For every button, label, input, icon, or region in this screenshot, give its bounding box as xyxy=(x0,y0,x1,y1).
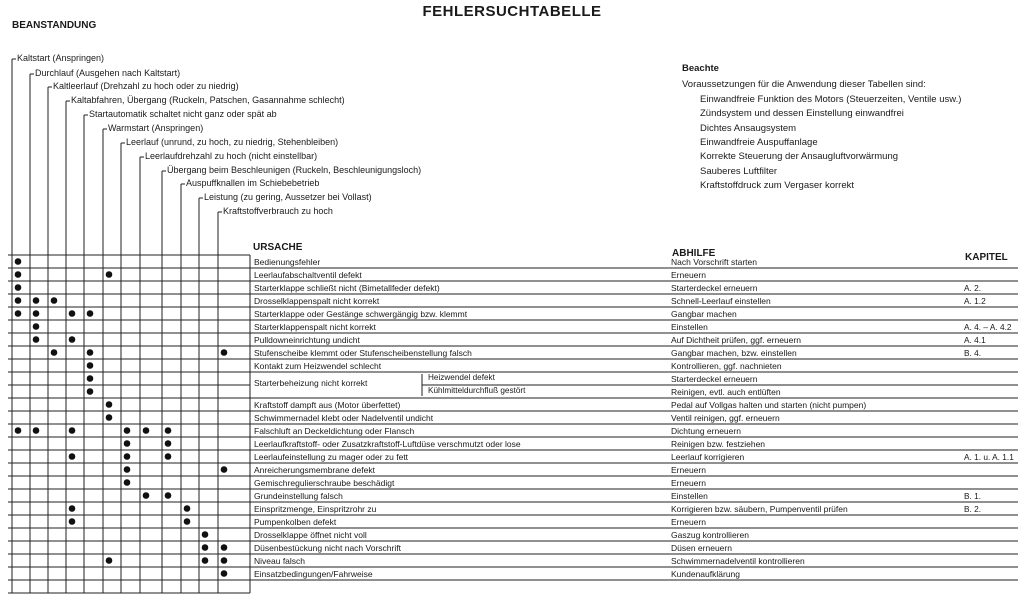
fault-marker xyxy=(33,323,40,330)
abhilfe-cell: Dichtung erneuern xyxy=(671,426,741,436)
beachte-condition: Dichtes Ansaugsystem xyxy=(700,122,797,134)
fault-marker xyxy=(15,284,22,291)
fault-marker xyxy=(15,427,22,434)
symptom-label: Leerlauf (unrund, zu hoch, zu niedrig, Stehenbleiben) xyxy=(126,137,339,147)
abhilfe-cell: Reinigen, evtl. auch entlüften xyxy=(671,387,781,397)
fault-marker xyxy=(106,401,113,408)
fault-marker xyxy=(33,427,40,434)
abhilfe-cell: Auf Dichtheit prüfen, ggf. erneuern xyxy=(671,335,801,345)
kapitel-cell: A. 4. – A. 4.2 xyxy=(964,322,1012,332)
fault-marker xyxy=(69,505,76,512)
fault-marker xyxy=(165,427,172,434)
ursache-cell: Einspritzmenge, Einspritzrohr zu xyxy=(254,504,377,514)
fault-marker xyxy=(51,349,58,356)
fault-marker xyxy=(106,271,113,278)
abhilfe-cell: Schnell-Leerlauf einstellen xyxy=(671,296,771,306)
fault-marker xyxy=(221,570,228,577)
fault-marker xyxy=(124,427,131,434)
fault-marker xyxy=(87,375,94,382)
abhilfe-cell: Nach Vorschrift starten xyxy=(671,257,757,267)
abhilfe-cell: Erneuern xyxy=(671,478,706,488)
abhilfe-cell: Korrigieren bzw. säubern, Pumpenventil prüfen xyxy=(671,504,848,514)
symptom-label: Warmstart (Anspringen) xyxy=(108,123,204,133)
fault-marker xyxy=(165,453,172,460)
ursache-cell: Gemischregulierschraube beschädigt xyxy=(254,478,395,488)
abhilfe-cell: Starterdeckel erneuern xyxy=(671,283,758,293)
kapitel-cell: A. 1. u. A. 1.1 xyxy=(964,452,1014,462)
ursache-cell: Leerlaufkraftstoff- oder Zusatzkraftstoff-Luftdüse verschmutzt oder lose xyxy=(254,439,521,449)
ursache-cell: Pulldowneinrichtung undicht xyxy=(254,335,360,345)
ursache-cell: Anreicherungsmembrane defekt xyxy=(254,465,375,475)
ursache-header: URSACHE xyxy=(253,242,303,253)
abhilfe-cell: Kontrollieren, ggf. nachnieten xyxy=(671,361,782,371)
fault-marker xyxy=(202,557,209,564)
ursache-cell: Schwimmernadel klebt oder Nadelventil undicht xyxy=(254,413,434,423)
symptom-label: Startautomatik schaltet nicht ganz oder spät ab xyxy=(89,109,277,119)
kapitel-cell: B. 4. xyxy=(964,348,982,358)
ursache-cell: Einsatzbedingungen/Fahrweise xyxy=(254,569,373,579)
fault-marker xyxy=(69,310,76,317)
fault-marker xyxy=(221,349,228,356)
abhilfe-cell: Düsen erneuern xyxy=(671,543,732,553)
abhilfe-cell: Reinigen bzw. festziehen xyxy=(671,439,766,449)
ursache-sub-cell: Heizwendel defekt xyxy=(428,373,495,382)
symptom-label: Auspuffknallen im Schiebebetrieb xyxy=(186,178,320,188)
abhilfe-cell: Erneuern xyxy=(671,465,706,475)
fault-marker xyxy=(221,466,228,473)
fault-marker xyxy=(33,297,40,304)
page-title: FEHLERSUCHTABELLE xyxy=(422,3,602,20)
symptom-label: Kaltabfahren, Übergang (Ruckeln, Patschen, Gasannahme schlecht) xyxy=(71,95,345,105)
fault-marker xyxy=(221,557,228,564)
kapitel-cell: A. 1.2 xyxy=(964,296,986,306)
abhilfe-cell: Starterdeckel erneuern xyxy=(671,374,758,384)
fault-marker xyxy=(87,362,94,369)
ursache-cell: Falschluft an Deckeldichtung oder Flansch xyxy=(254,426,415,436)
fault-marker xyxy=(106,557,113,564)
symptom-label: Kraftstoffverbrauch zu hoch xyxy=(223,206,333,216)
beachte-intro: Voraussetzungen für die Anwendung dieser Tabellen sind: xyxy=(682,79,926,90)
fault-marker xyxy=(106,414,113,421)
beachte-condition: Zündsystem und dessen Einstellung einwandfrei xyxy=(700,108,904,120)
abhilfe-cell: Kundenaufklärung xyxy=(671,569,741,579)
fault-marker xyxy=(124,479,131,486)
abhilfe-cell: Gangbar machen xyxy=(671,309,737,319)
fault-marker xyxy=(124,453,131,460)
fault-marker xyxy=(124,466,131,473)
fault-marker xyxy=(87,349,94,356)
fault-marker xyxy=(69,336,76,343)
fault-marker xyxy=(124,440,131,447)
fault-marker xyxy=(165,492,172,499)
kapitel-cell: A. 4.1 xyxy=(964,335,986,345)
ursache-cell: Drosselklappenspalt nicht korrekt xyxy=(254,296,380,306)
ursache-cell: Starterklappe oder Gestänge schwergängig bzw. klemmt xyxy=(254,309,468,319)
beachte-condition: Korrekte Steuerung der Ansaugluftvorwärmung xyxy=(700,151,899,163)
fault-marker xyxy=(33,310,40,317)
fault-marker xyxy=(202,544,209,551)
ursache-cell: Starterklappe schließt nicht (Bimetallfeder defekt) xyxy=(254,283,440,293)
abhilfe-cell: Einstellen xyxy=(671,491,708,501)
fault-marker xyxy=(33,336,40,343)
abhilfe-header: ABHILFE xyxy=(672,248,716,259)
kapitel-header: KAPITEL xyxy=(965,252,1008,263)
fault-marker xyxy=(143,492,150,499)
beachte-condition: Einwandfreie Auspuffanlage xyxy=(700,136,818,148)
fault-marker xyxy=(184,518,191,525)
fault-marker xyxy=(15,310,22,317)
ursache-cell: Düsenbestückung nicht nach Vorschrift xyxy=(254,543,401,553)
ursache-cell: Grundeinstellung falsch xyxy=(254,491,343,501)
fault-marker xyxy=(87,388,94,395)
ursache-cell: Drosselklappe öffnet nicht voll xyxy=(254,530,367,540)
ursache-cell: Stufenscheibe klemmt oder Stufenscheibenstellung falsch xyxy=(254,348,472,358)
abhilfe-cell: Einstellen xyxy=(671,322,708,332)
symptom-label: Leistung (zu gering, Aussetzer bei Vollast) xyxy=(204,192,372,202)
fault-marker xyxy=(202,531,209,538)
fault-marker xyxy=(15,297,22,304)
beachte-title: Beachte xyxy=(682,63,719,74)
abhilfe-cell: Erneuern xyxy=(671,517,706,527)
beachte-condition: Kraftstoffdruck zum Vergaser korrekt xyxy=(700,179,854,191)
beachte-condition: Einwandfreie Funktion des Motors (Steuerzeiten, Ventile usw.) xyxy=(700,94,962,105)
fault-marker xyxy=(165,440,172,447)
ursache-cell: Leerlaufabschaltventil defekt xyxy=(254,270,362,280)
symptom-label: Kaltstart (Anspringen) xyxy=(17,53,105,63)
fault-marker xyxy=(69,427,76,434)
symptom-label: Kaltleerlauf (Drehzahl zu hoch oder zu niedrig) xyxy=(53,81,239,91)
abhilfe-cell: Pedal auf Vollgas halten und starten (nicht pumpen) xyxy=(671,400,867,410)
fault-marker xyxy=(15,258,22,265)
symptom-label: Übergang beim Beschleunigen (Ruckeln, Beschleunigungsloch) xyxy=(167,165,422,175)
ursache-cell: Starterbeheizung nicht korrekt xyxy=(254,378,368,388)
kapitel-cell: A. 2. xyxy=(964,283,982,293)
ursache-cell: Starterklappenspalt nicht korrekt xyxy=(254,322,376,332)
ursache-cell: Kraftstoff dampft aus (Motor überfettet) xyxy=(254,400,401,410)
fault-marker xyxy=(51,297,58,304)
abhilfe-cell: Ventil reinigen, ggf. erneuern xyxy=(671,413,780,423)
fault-marker xyxy=(69,518,76,525)
fault-marker xyxy=(143,427,150,434)
ursache-cell: Pumpenkolben defekt xyxy=(254,517,337,527)
fault-marker xyxy=(221,544,228,551)
abhilfe-cell: Gangbar machen, bzw. einstellen xyxy=(671,348,797,358)
fault-marker xyxy=(184,505,191,512)
fault-marker xyxy=(15,271,22,278)
ursache-cell: Kontakt zum Heizwendel schlecht xyxy=(254,361,382,371)
fault-marker xyxy=(87,310,94,317)
abhilfe-cell: Leerlauf korrigieren xyxy=(671,452,745,462)
abhilfe-cell: Erneuern xyxy=(671,270,706,280)
kapitel-cell: B. 2. xyxy=(964,504,982,514)
kapitel-cell: B. 1. xyxy=(964,491,982,501)
ursache-cell: Leerlaufeinstellung zu mager oder zu fett xyxy=(254,452,409,462)
ursache-sub-cell: Kühlmitteldurchfluß gestört xyxy=(428,386,526,395)
beachte-condition: Sauberes Luftfilter xyxy=(700,165,778,177)
abhilfe-cell: Schwimmernadelventil kontrollieren xyxy=(671,556,805,566)
beanstandung-heading: BEANSTANDUNG xyxy=(12,20,97,31)
ursache-cell: Bedienungsfehler xyxy=(254,257,321,267)
fault-marker xyxy=(69,453,76,460)
symptom-label: Durchlauf (Ausgehen nach Kaltstart) xyxy=(35,68,181,78)
abhilfe-cell: Gaszug kontrollieren xyxy=(671,530,749,540)
symptom-label: Leerlaufdrehzahl zu hoch (nicht einstellbar) xyxy=(145,151,318,161)
ursache-cell: Niveau falsch xyxy=(254,556,306,566)
